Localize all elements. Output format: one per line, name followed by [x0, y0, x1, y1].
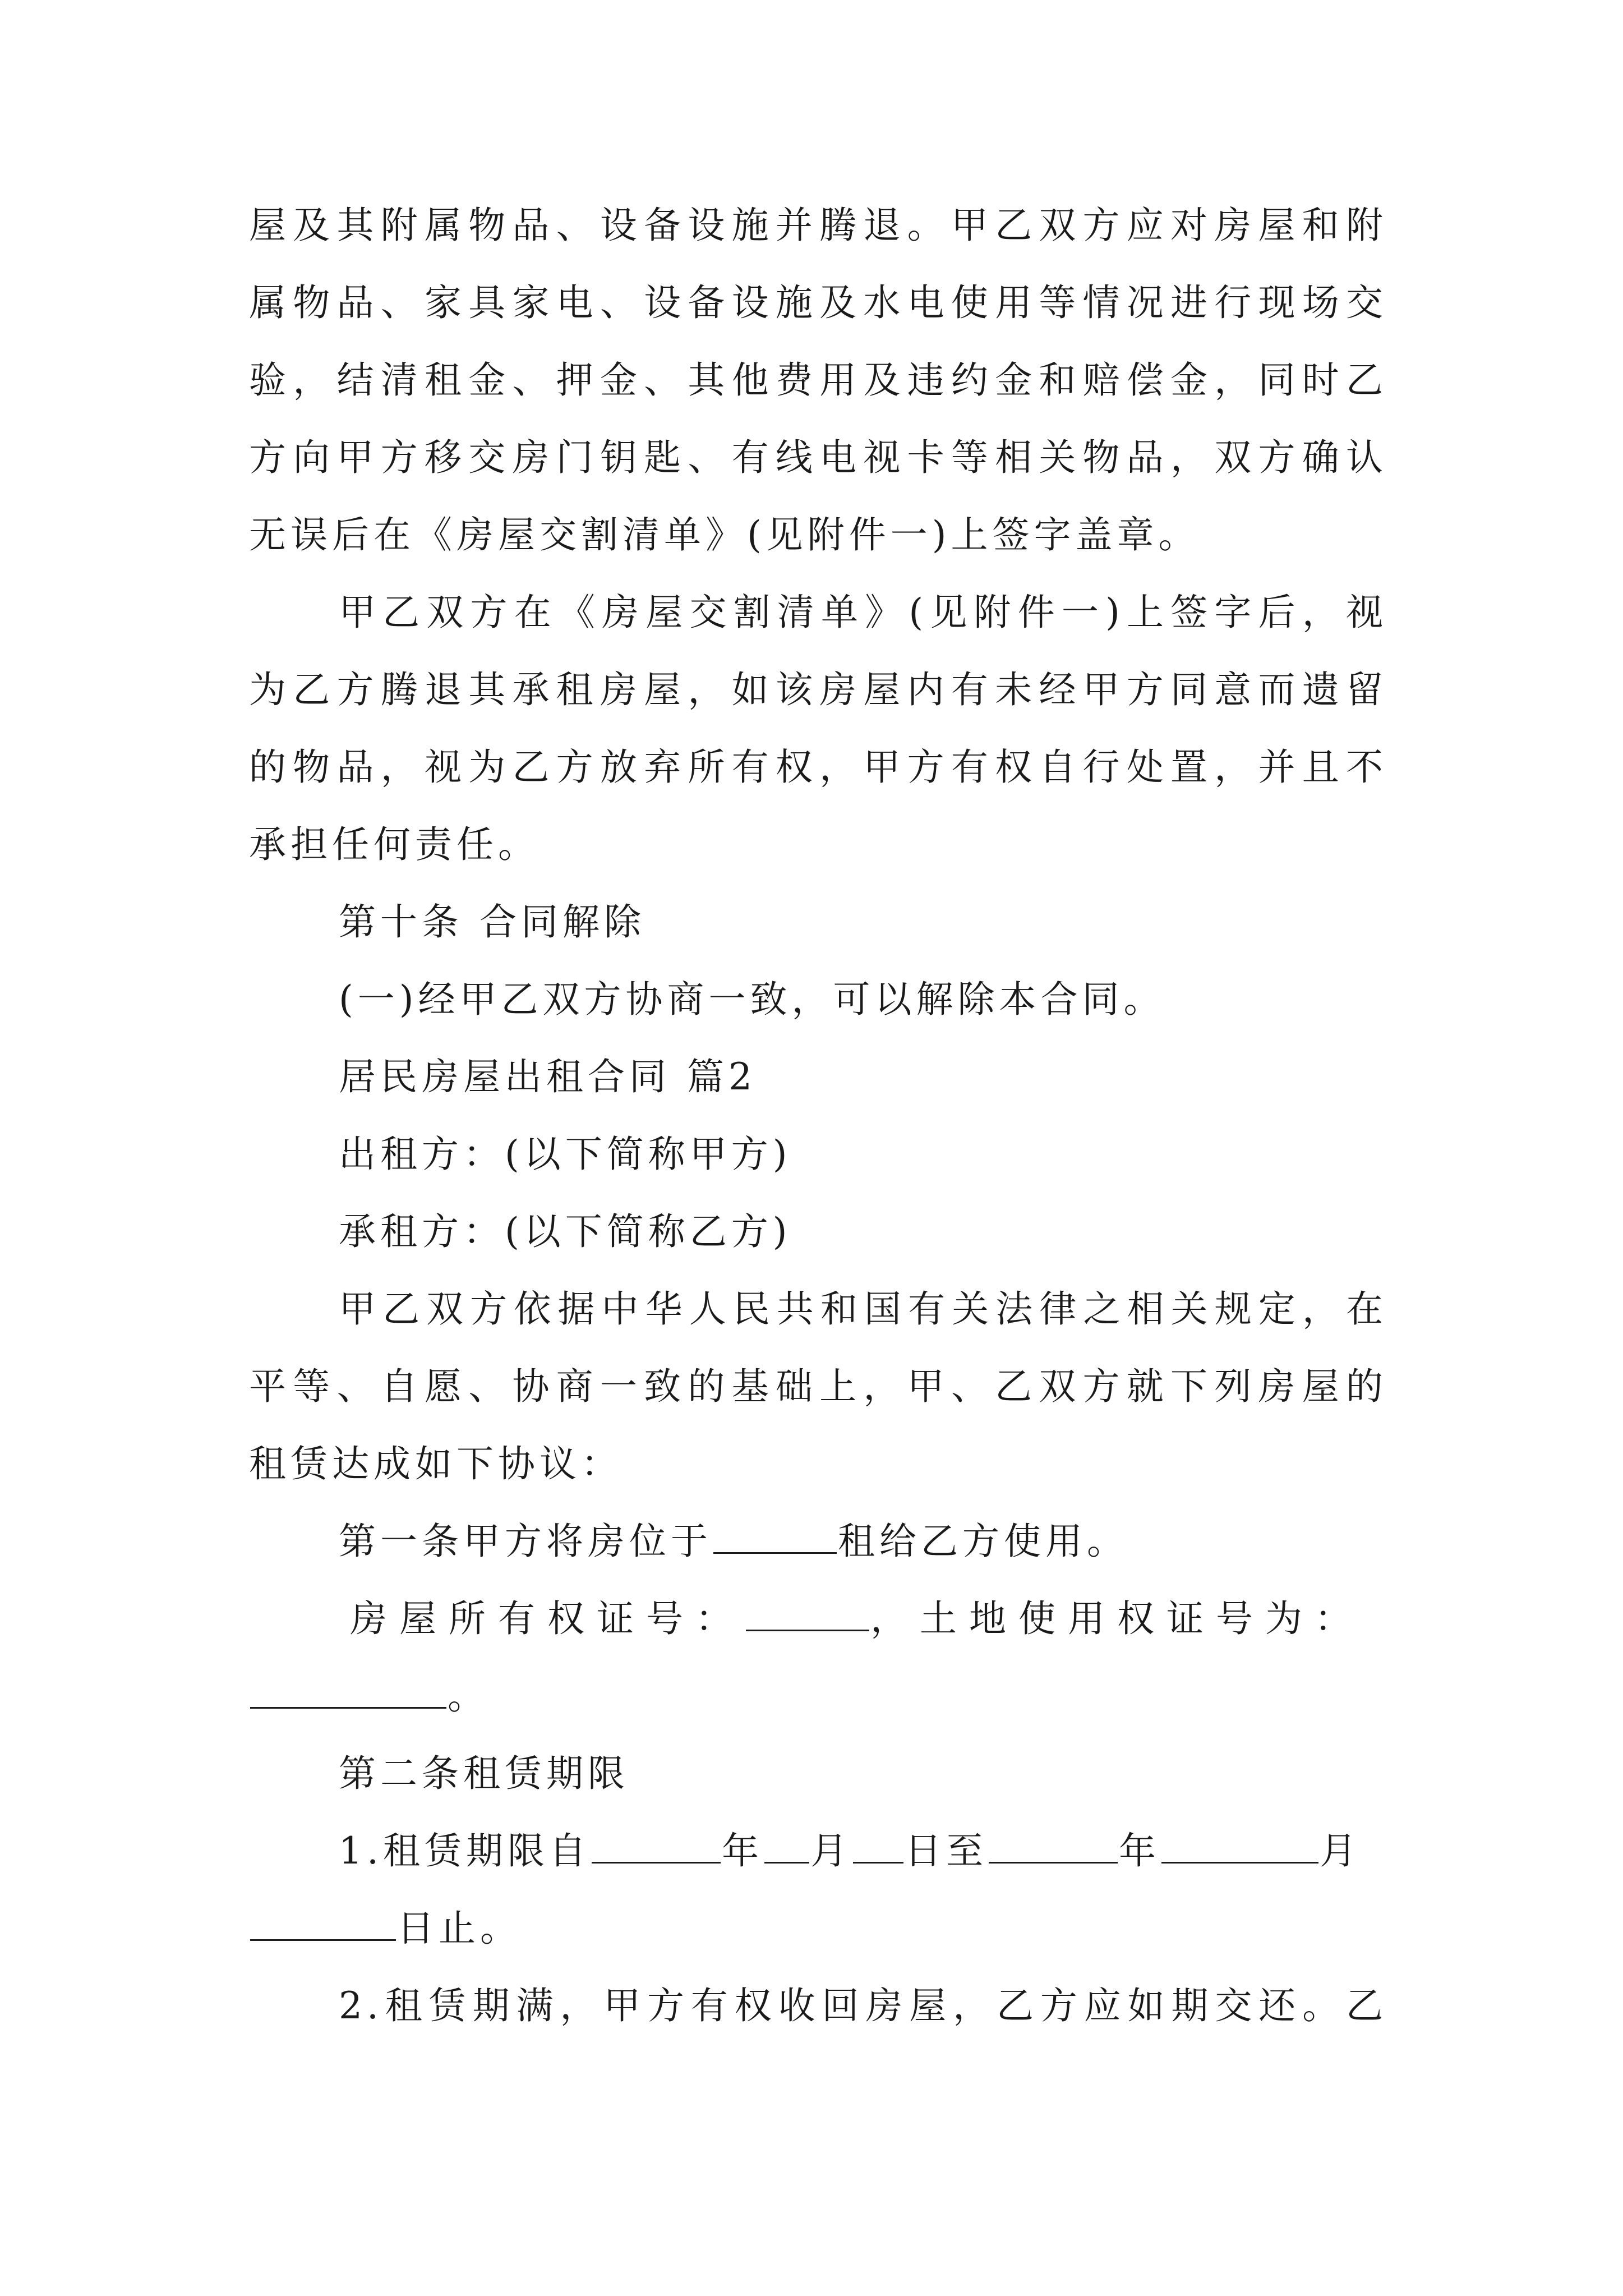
term-prefix: 1.租赁期限自: [339, 1829, 591, 1872]
preamble-line-1: 甲乙双方依据中华人民共和国有关法律之相关规定，在: [339, 1287, 1387, 1331]
paragraph-line-5: 无误后在《房屋交割清单》(见附件一)上签字盖章。: [249, 513, 1200, 556]
paragraph-line-9: 承担任何责任。: [249, 823, 540, 866]
paragraph-line-2: 属物品、家具家电、设备设施及水电使用等情况进行现场交: [249, 281, 1387, 324]
land-cert-label: ，土地使用权证号为：: [870, 1597, 1364, 1640]
location-blank: [713, 1522, 837, 1554]
end-day-blank: [250, 1909, 396, 1941]
term-month-2: 月: [1319, 1829, 1361, 1872]
contract-title: 居民房屋出租合同 篇2: [339, 1055, 757, 1098]
expiry-clause: 2.租赁期满，甲方有权收回房屋，乙方应如期交还。乙: [339, 1984, 1387, 2027]
preamble-line-2: 平等、自愿、协商一致的基础上，甲、乙双方就下列房屋的: [249, 1365, 1387, 1408]
term-day-1: 日至: [904, 1829, 988, 1872]
preamble-line-3: 租赁达成如下协议：: [249, 1442, 623, 1485]
term-year-2: 年: [1118, 1829, 1160, 1872]
clause-one-before: 第一条甲方将房位于: [339, 1520, 712, 1563]
land-cert-blank: [250, 1677, 446, 1709]
paragraph-line-1: 屋及其附属物品、设备设施并腾退。甲乙双方应对房屋和附: [249, 204, 1387, 247]
paragraph-line-6: 甲乙双方在《房屋交割清单》(见附件一)上签字后，视: [339, 591, 1387, 634]
certificate-line-cont: [249, 1658, 1387, 1735]
clause-one-after: 租给乙方使用。: [838, 1520, 1128, 1563]
ownership-cert-blank: [746, 1599, 869, 1631]
paragraph-line-3: 验，结清租金、押金、其他费用及违约金和赔偿金，同时乙: [249, 358, 1387, 402]
certificate-line: [350, 1580, 1387, 1658]
lease-term-line: [339, 1812, 1387, 1890]
paragraph-line-8: 的物品，视为乙方放弃所有权，甲方有权自行处置，并且不: [249, 746, 1387, 789]
paragraph-line-7: 为乙方腾退其承租房屋，如该房屋内有未经甲方同意而遗留: [249, 668, 1387, 711]
lease-term-line-cont: [249, 1890, 1387, 1967]
certificate-label: 房屋所有权证号：: [350, 1597, 745, 1640]
paragraph-line-4: 方向甲方移交房门钥匙、有线电视卡等相关物品，双方确认: [249, 436, 1387, 479]
term-month-1: 月: [810, 1829, 852, 1872]
termination-clause: (一)经甲乙双方协商一致，可以解除本合同。: [339, 978, 1165, 1021]
term-end: 日止。: [397, 1907, 522, 1950]
start-month-blank: [764, 1832, 809, 1864]
article-two-heading: 第二条租赁期限: [339, 1752, 629, 1795]
start-year-blank: [592, 1832, 721, 1864]
clause-one: [339, 1503, 1387, 1580]
lessee-line: 承租方：(以下简称乙方): [339, 1210, 792, 1253]
end-year-blank: [989, 1832, 1118, 1864]
certificate-end: 。: [448, 1674, 489, 1718]
lessor-line: 出租方：(以下简称甲方): [339, 1133, 792, 1176]
start-day-blank: [853, 1832, 903, 1864]
term-year-1: 年: [721, 1829, 763, 1872]
end-month-blank: [1161, 1832, 1318, 1864]
article-ten-heading: 第十条 合同解除: [339, 900, 645, 944]
